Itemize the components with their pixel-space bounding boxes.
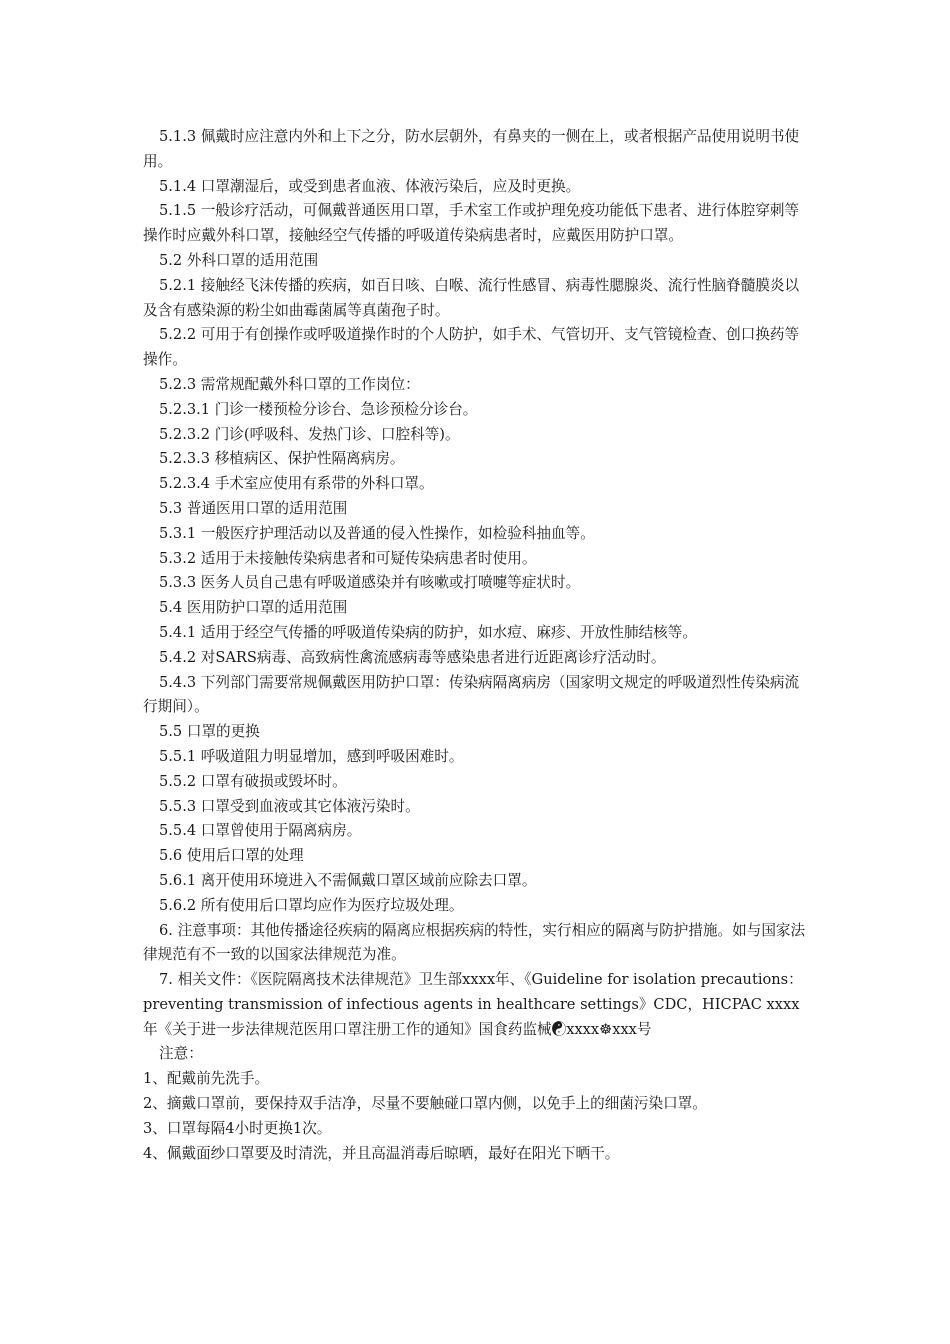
document-paragraph: 5.2.3 需常规配戴外科口罩的工作岗位： (159, 375, 420, 393)
document-paragraph: 5.2 外科口罩的适用范围 (159, 251, 319, 269)
document-paragraph: 5.3.3 医务人员自己患有呼吸道感染并有咳嗽或打喷嚏等症状时。 (159, 574, 581, 592)
document-paragraph: 5.6 使用后口罩的处理 (159, 847, 304, 865)
document-paragraph: 5.5.3 口罩受到血液或其它体液污染时。 (159, 797, 420, 815)
document-paragraph: 5.5.4 口罩曾使用于隔离病房。 (159, 822, 362, 840)
document-paragraph: 5.4.3 下列部门需要常规佩戴医用防护口罩：传染病隔离病房（国家明文规定的呼吸道烈性传染病流行期间）。 (143, 673, 800, 716)
document-paragraph: 5.5.2 口罩有破损或毁坏时。 (159, 772, 347, 790)
document-paragraph: 7. 相关文件：《医院隔离技术法律规范》卫生部xxxx年、《Guideline for isolation precautions：preventing transmission of infectious agents in healthcare settings》CDC，HICPAC xxxx年《关于进一步法律规范医用口罩注册工作的通知》国食药监械☯xxxx☸xxx号 (143, 971, 803, 1038)
document-paragraph: 5.4 医用防护口罩的适用范围 (159, 599, 348, 617)
document-paragraph: 5.2.1 接触经飞沫传播的疾病，如百日咳、白喉、流行性感冒、病毒性腮腺炎、流行性脑脊髓膜炎以及含有感染源的粉尘如曲霉菌属等真菌孢子时。 (143, 276, 800, 319)
document-paragraph: 5.5.1 呼吸道阻力明显增加，感到呼吸困难时。 (159, 747, 464, 765)
document-paragraph: 1、配戴前先洗手。 (143, 1070, 270, 1088)
document-paragraph: 5.6.2 所有使用后口罩均应作为医疗垃圾处理。 (159, 896, 464, 914)
document-paragraph: 5.1.3 佩戴时应注意内外和上下之分，防水层朝外，有鼻夹的一侧在上，或者根据产品使用说明书使用。 (143, 128, 800, 170)
document-paragraph: 5.3.1 一般医疗护理活动以及普通的侵入性操作，如检验科抽血等。 (159, 524, 595, 542)
document-paragraph: 5.3.2 适用于未接触传染病患者和可疑传染病患者时使用。 (159, 549, 537, 567)
document-paragraph: 5.5 口罩的更换 (159, 723, 260, 741)
document-paragraph: 5.2.2 可用于有创操作或呼吸道操作时的个人防护，如手术、气管切开、支气管镜检查、创口换药等操作。 (143, 326, 800, 369)
document-paragraph: 5.4.2 对SARS病毒、高致病性禽流感病毒等感染患者进行近距离诊疗活动时。 (159, 648, 666, 666)
document-paragraph: 5.3 普通医用口罩的适用范围 (159, 499, 348, 517)
document-paragraph: 5.1.5 一般诊疗活动，可佩戴普通医用口罩，手术室工作或护理免疫功能低下患者、进行体腔穿刺等操作时应戴外科口罩，接触经空气传播的呼吸道传染病患者时，应戴医用防护口罩。 (143, 202, 800, 245)
document-paragraph: 4、佩戴面纱口罩要及时清洗，并且高温消毒后晾晒，最好在阳光下晒干。 (143, 1144, 620, 1162)
document-paragraph: 5.4.1 适用于经空气传播的呼吸道传染病的防护，如水痘、麻疹、开放性肺结核等。 (159, 623, 697, 641)
document-paragraph: 5.2.3.2 门诊(呼吸科、发热门诊、口腔科等)。 (159, 425, 460, 443)
document-paragraph: 注意： (159, 1045, 203, 1063)
document-body (143, 125, 808, 1166)
document-paragraph: 5.6.1 离开使用环境进入不需佩戴口罩区域前应除去口罩。 (159, 871, 537, 889)
document-paragraph: 5.2.3.3 移植病区、保护性隔离病房。 (159, 450, 405, 468)
document-paragraph: 5.2.3.1 门诊一楼预检分诊台、急诊预检分诊台。 (159, 400, 478, 418)
document-paragraph: 2、摘戴口罩前，要保持双手洁净，尽量不要触碰口罩内侧，以免手上的细菌污染口罩。 (143, 1095, 707, 1113)
document-paragraph: 6. 注意事项：其他传播途径疾病的隔离应根据疾病的特性，实行相应的隔离与防护措施。如与国家法律规范有不一致的以国家法律规范为准。 (143, 921, 806, 964)
document-paragraph: 5.2.3.4 手术室应使用有系带的外科口罩。 (159, 475, 434, 493)
document-paragraph: 5.1.4 口罩潮湿后，或受到患者血液、体液污染后，应及时更换。 (159, 177, 581, 195)
document-paragraph: 3、口罩每隔4小时更换1次。 (143, 1119, 332, 1137)
